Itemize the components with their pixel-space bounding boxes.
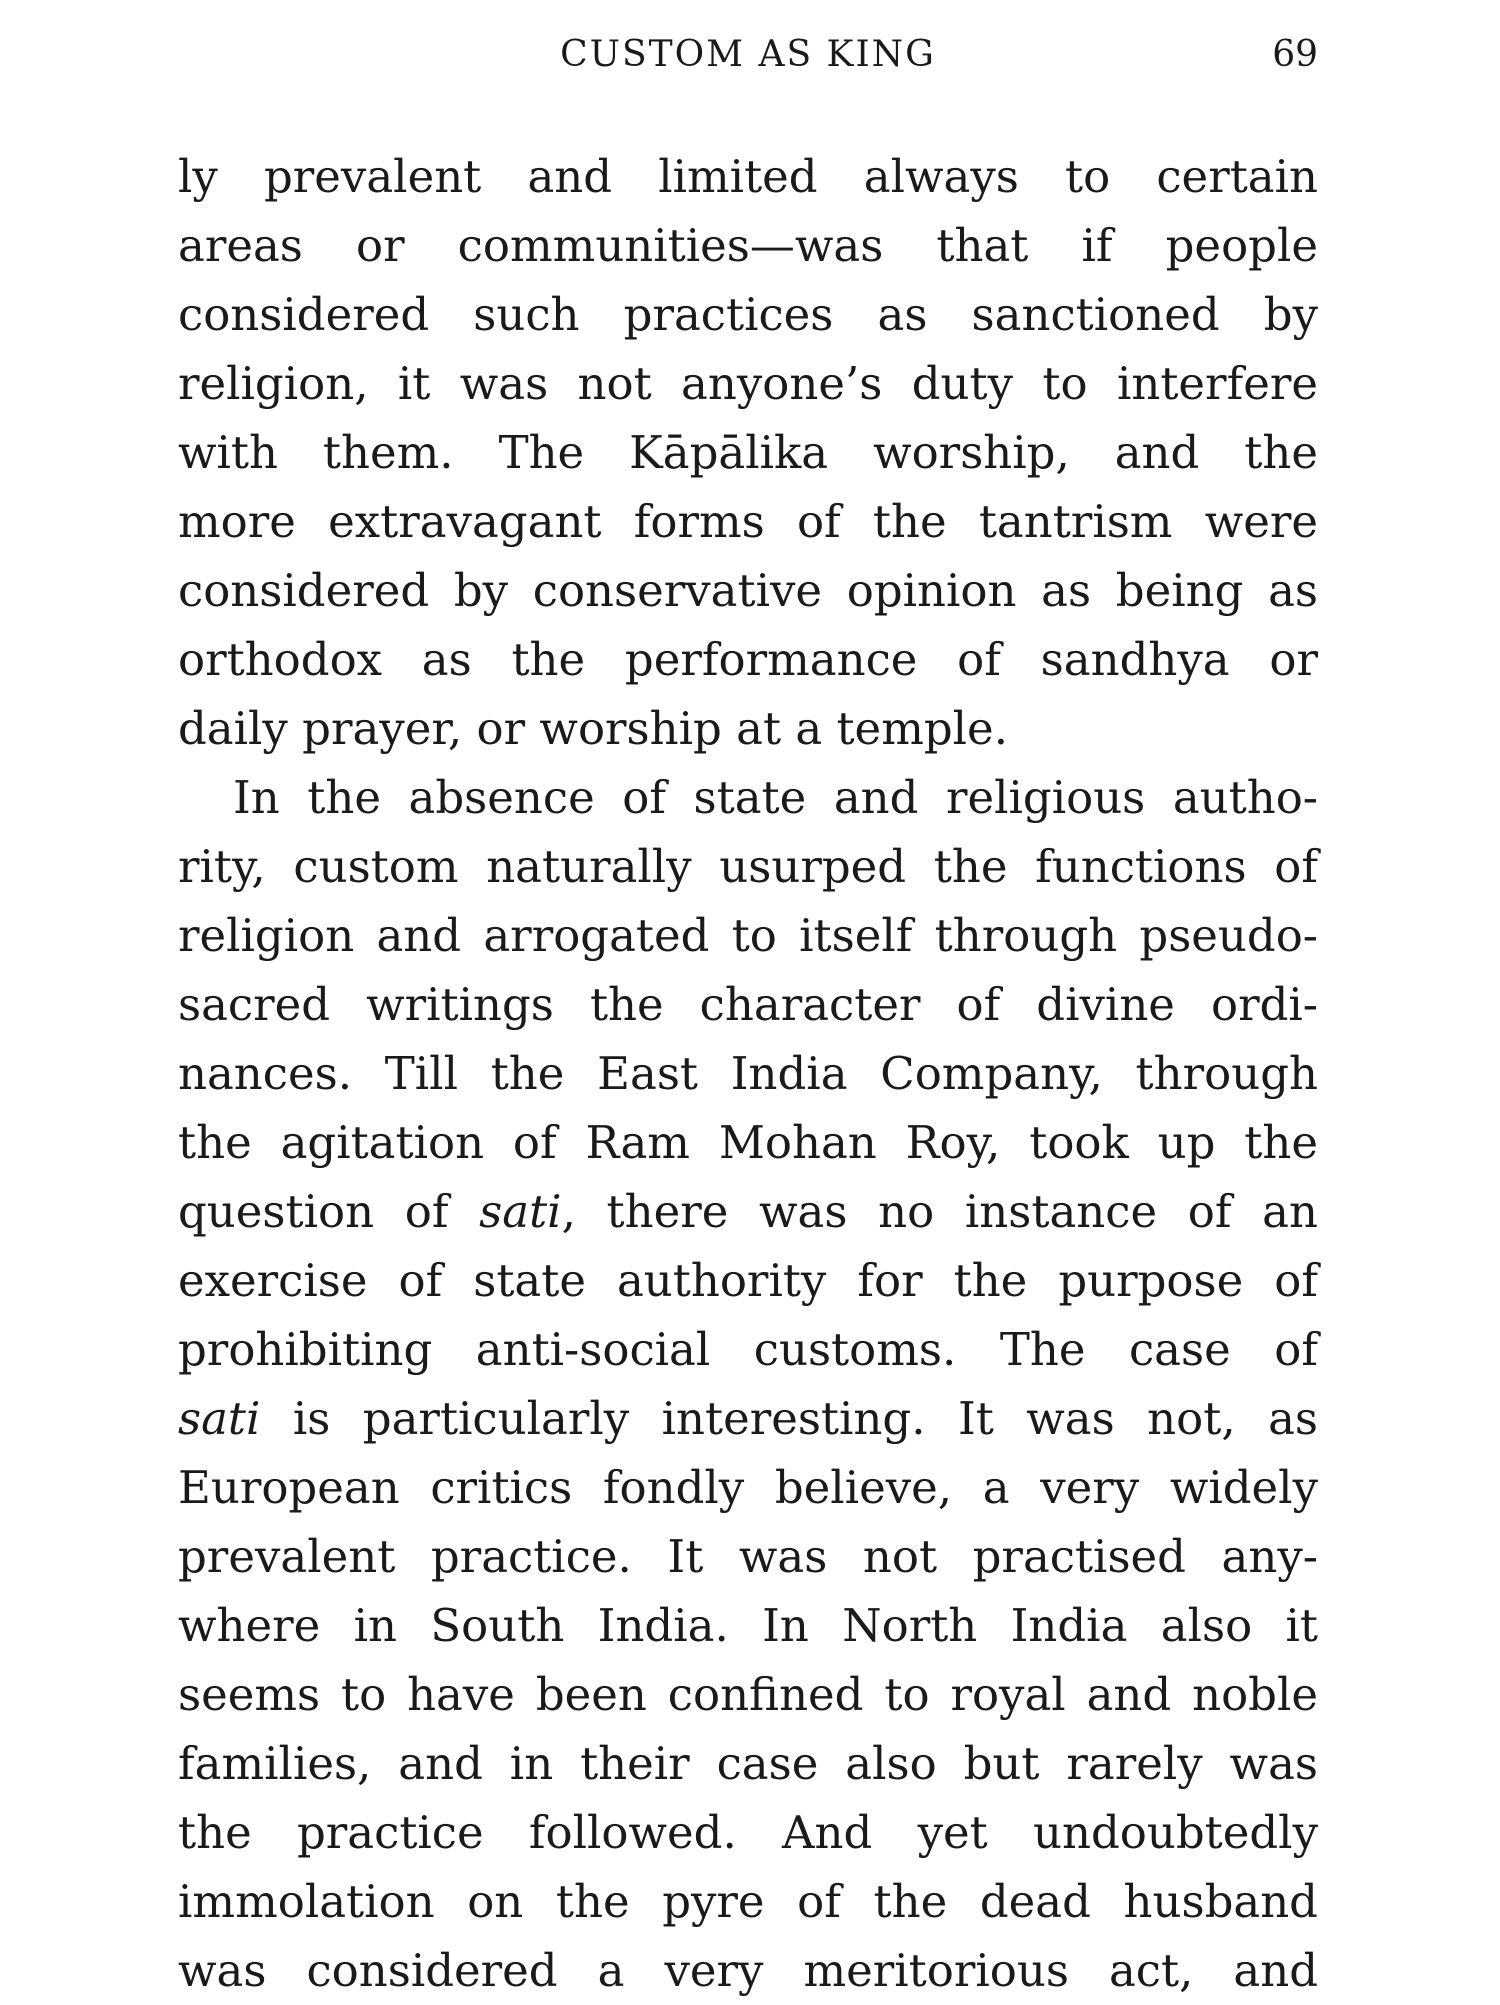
- text-line: [178, 1660, 1318, 1729]
- text-line: [178, 625, 1318, 694]
- text-line: [178, 1108, 1318, 1177]
- text-segment: nances. Till the East India Company, through: [178, 1047, 1318, 1100]
- text-line: [178, 280, 1318, 349]
- text-segment: religion, it was not anyone’s duty to interfere: [178, 357, 1318, 410]
- text-segment: ly prevalent and limited always to certain: [178, 150, 1318, 203]
- text-line: [178, 694, 1318, 763]
- text-segment: was considered a very meritorious act, and: [178, 1944, 1318, 1997]
- text-segment: daily prayer, or worship at a temple.: [178, 702, 1008, 755]
- page-number: 69: [1272, 34, 1318, 75]
- text-segment: the agitation of Ram Mohan Roy, took up the: [178, 1116, 1318, 1169]
- text-line: [178, 1246, 1318, 1315]
- text-line: [178, 556, 1318, 625]
- text-segment: more extravagant forms of the tantrism were: [178, 495, 1318, 548]
- text-line: [178, 1453, 1318, 1522]
- paragraph: [178, 763, 1318, 2005]
- text-line: [178, 211, 1318, 280]
- text-segment: In the absence of state and religious autho-: [233, 771, 1318, 824]
- text-line: [178, 1591, 1318, 1660]
- body-text: [178, 142, 1318, 2005]
- text-segment: immolation on the pyre of the dead husband: [178, 1875, 1318, 1928]
- italic-term: sati: [178, 1392, 261, 1445]
- text-line: [178, 349, 1318, 418]
- running-title: CUSTOM AS KING: [560, 34, 936, 75]
- text-line: [178, 142, 1318, 211]
- text-segment: families, and in their case also but rarely was: [178, 1737, 1318, 1790]
- text-segment: seems to have been confined to royal and noble: [178, 1668, 1318, 1721]
- text-segment: orthodox as the performance of sandhya or: [178, 633, 1318, 686]
- text-segment: is particularly interesting. It was not, as: [260, 1392, 1318, 1445]
- text-line: [178, 970, 1318, 1039]
- text-segment: exercise of state authority for the purpose of: [178, 1254, 1318, 1307]
- text-segment: areas or communities—was that if people: [178, 219, 1318, 272]
- text-segment: rity, custom naturally usurped the functions of: [178, 840, 1318, 893]
- text-segment: European critics fondly believe, a very widely: [178, 1461, 1318, 1514]
- text-line: [178, 1798, 1318, 1867]
- text-line: [178, 1936, 1318, 2005]
- text-line: [178, 901, 1318, 970]
- text-line: [178, 1039, 1318, 1108]
- text-segment: considered by conservative opinion as being as: [178, 564, 1318, 617]
- text-line: [178, 418, 1318, 487]
- text-segment: prevalent practice. It was not practised any-: [178, 1530, 1318, 1583]
- text-line: [178, 1315, 1318, 1384]
- text-line: [178, 487, 1318, 556]
- text-segment: considered such practices as sanctioned by: [178, 288, 1318, 341]
- text-segment: the practice followed. And yet undoubtedly: [178, 1806, 1318, 1859]
- text-line: [178, 832, 1318, 901]
- text-line: [178, 763, 1318, 832]
- paragraph: [178, 142, 1318, 763]
- text-segment: question of: [178, 1185, 480, 1238]
- text-segment: religion and arrogated to itself through pseudo-: [178, 909, 1318, 962]
- text-segment: where in South India. In North India also it: [178, 1599, 1318, 1652]
- text-segment: sacred writings the character of divine ordi-: [178, 978, 1318, 1031]
- text-segment: with them. The Kāpālika worship, and the: [178, 426, 1318, 479]
- text-line: [178, 1729, 1318, 1798]
- text-segment: prohibiting anti-social customs. The case of: [178, 1323, 1318, 1376]
- text-line: [178, 1177, 1318, 1246]
- text-segment: , there was no instance of an: [561, 1185, 1318, 1238]
- italic-term: sati: [479, 1185, 562, 1238]
- text-line: [178, 1384, 1318, 1453]
- text-line: [178, 1522, 1318, 1591]
- text-line: [178, 1867, 1318, 1936]
- running-head: [178, 30, 1318, 80]
